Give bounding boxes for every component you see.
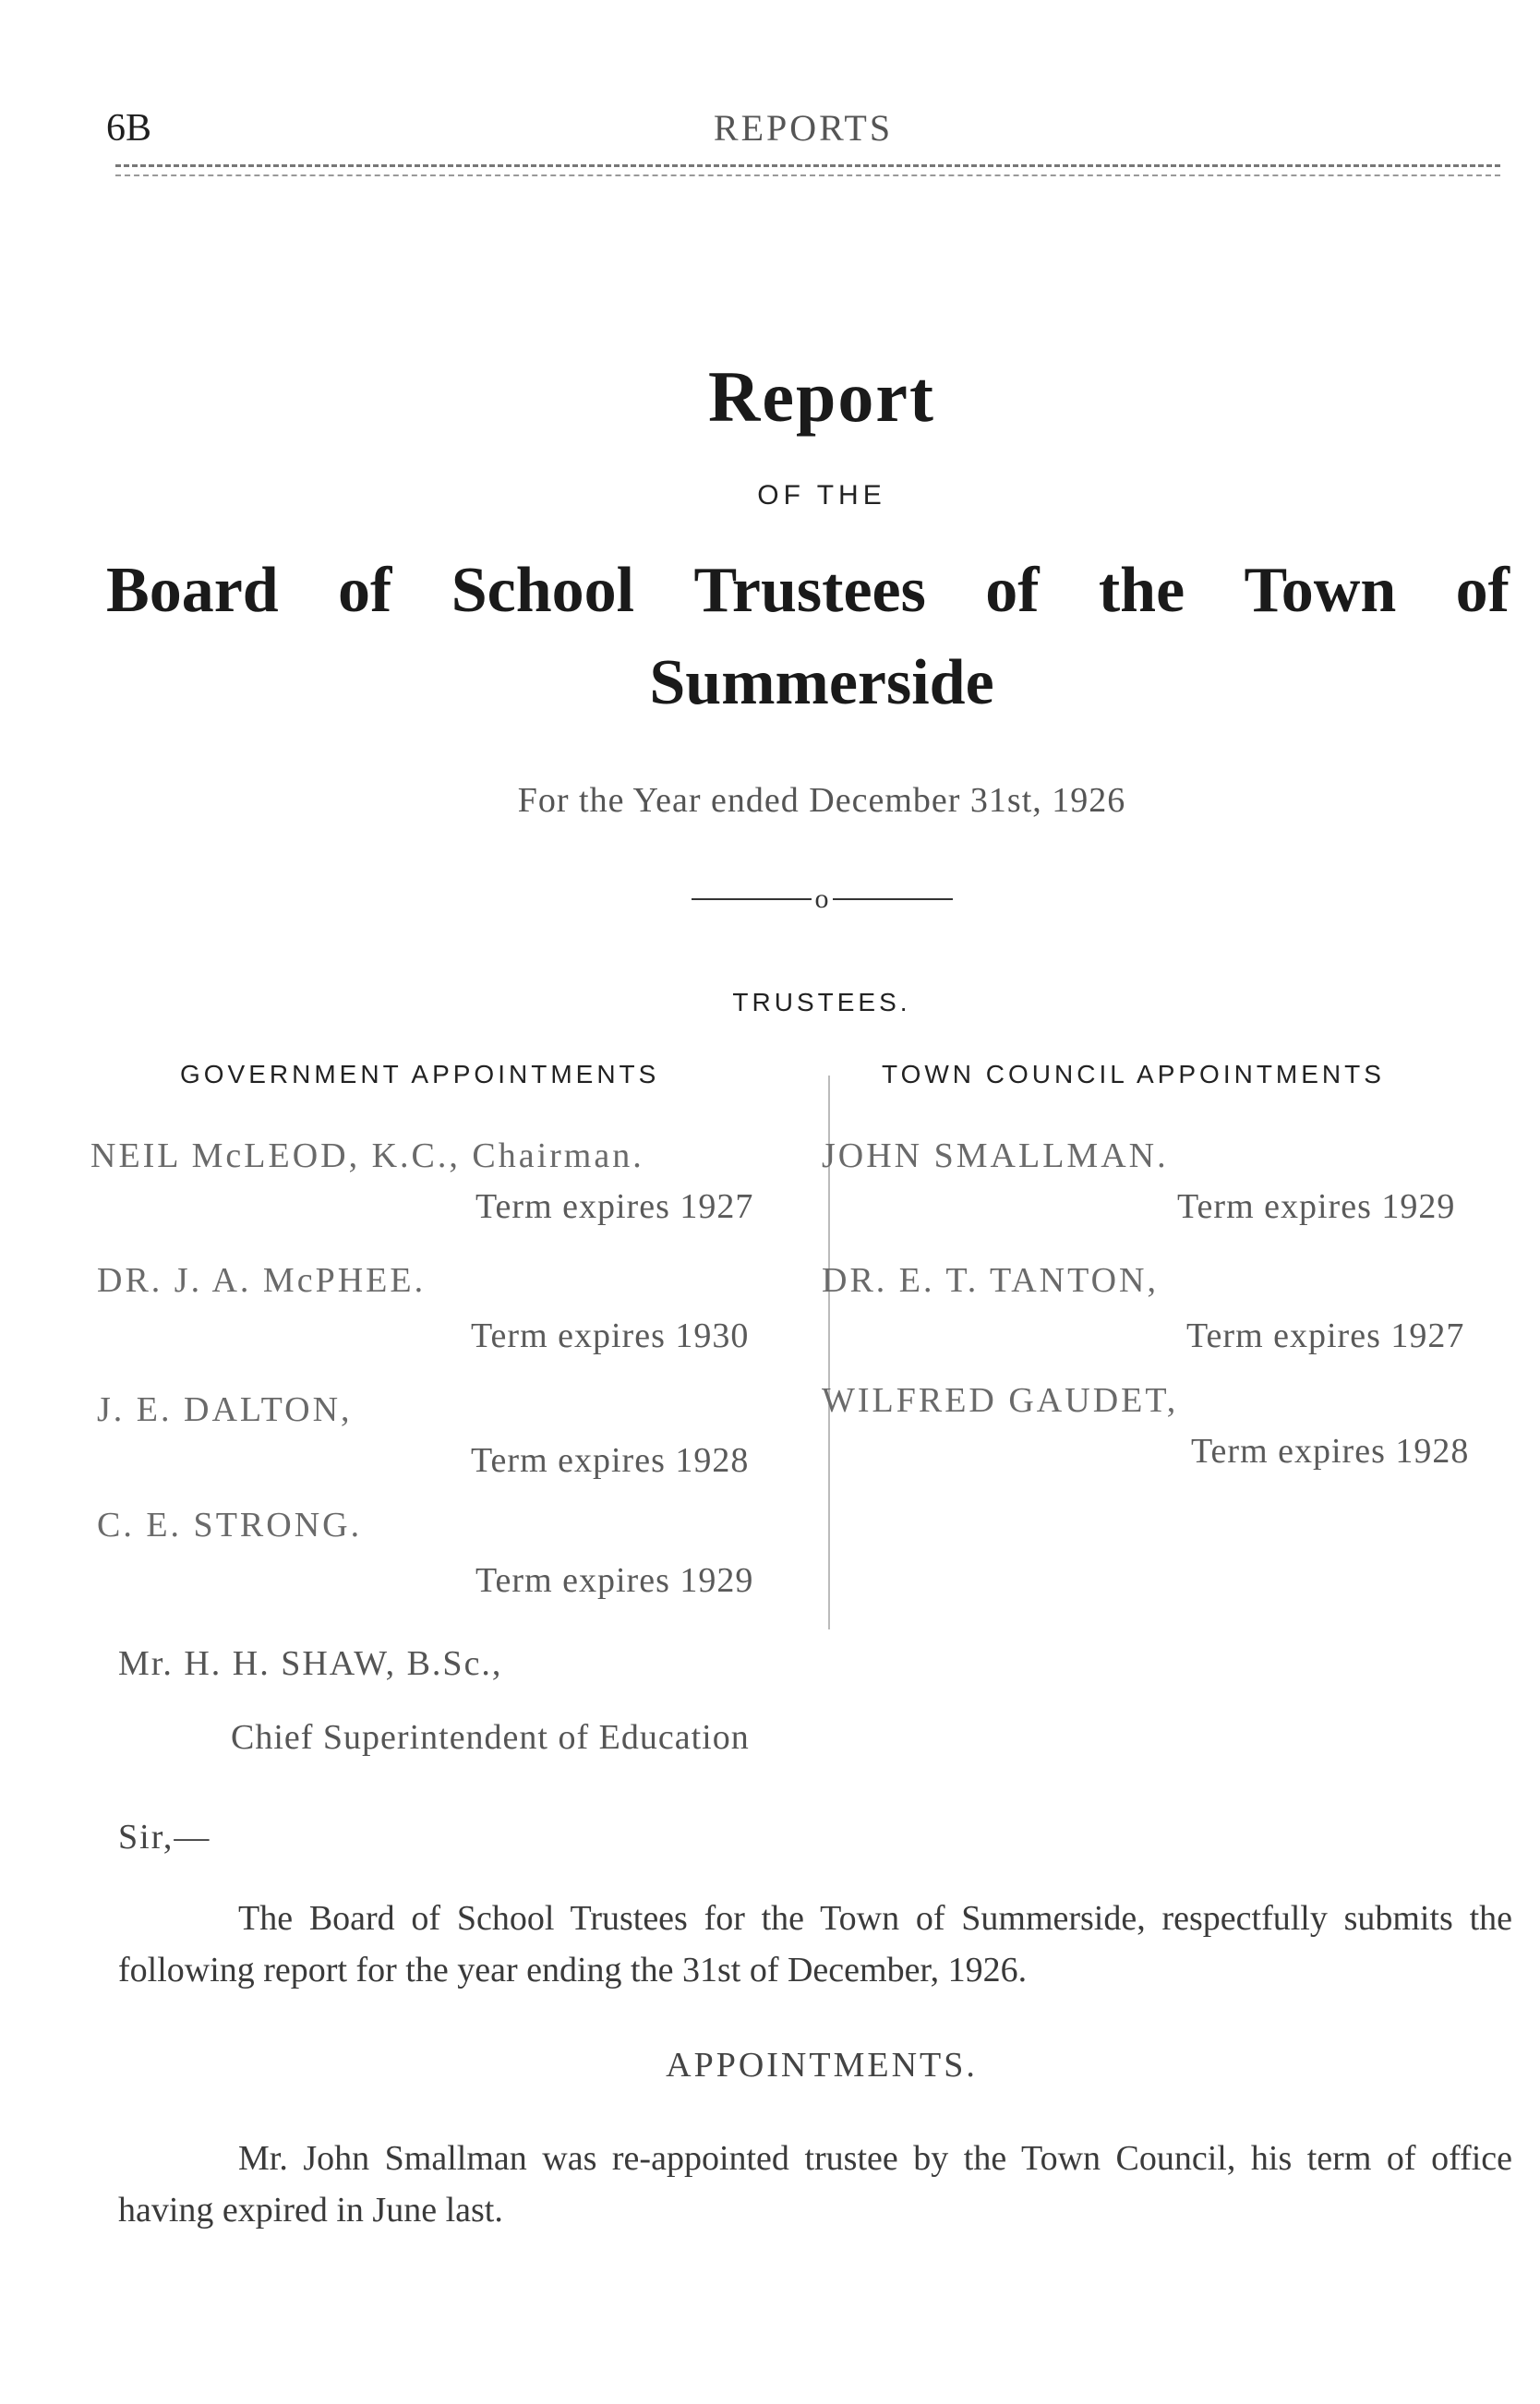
trustee-term: Term expires 1928 — [471, 1441, 750, 1480]
trustees-heading: TRUSTEES. — [732, 988, 911, 1016]
divider-dash — [692, 898, 812, 900]
intro-text: The Board of School Trustees for the Town of Summerside, respectfully submits the following report for the year ending the 31st of December, 1926. — [118, 1899, 1512, 1989]
trustee-term: Term expires 1927 — [1186, 1316, 1465, 1355]
trustee-name: C. E. STRONG. — [97, 1506, 363, 1545]
ornamental-divider — [0, 882, 1540, 915]
trustee-term: Term expires 1928 — [1191, 1432, 1470, 1471]
section-heading: APPOINTMENTS. — [666, 2046, 978, 2085]
board-word: of — [338, 555, 392, 626]
town-council-appointments-heading: TOWN COUNCIL APPOINTMENTS — [882, 1060, 1385, 1088]
trustee-name: DR. J. A. McPHEE. — [97, 1261, 427, 1300]
trustee-name: JOHN SMALLMAN. — [822, 1136, 1169, 1175]
title-connector: OF THE — [757, 480, 886, 511]
appointments-text: Mr. John Smallman was re-appointed trustee by the Town Council, his term of office having expired in June last. — [118, 2139, 1512, 2230]
trustee-term: Term expires 1929 — [1177, 1187, 1456, 1226]
divider-dash — [833, 898, 953, 900]
report-title: Report — [708, 356, 935, 437]
board-word: Town — [1244, 555, 1397, 626]
board-title-line-1 — [106, 554, 1510, 628]
salutation: Sir,— — [118, 1818, 211, 1857]
trustee-name: NEIL McLEOD, K.C., Chairman. — [90, 1136, 644, 1175]
divider-mark: o — [814, 883, 829, 915]
appointments-paragraph — [118, 2133, 1512, 2236]
page-number: 6B — [106, 107, 152, 150]
running-head: REPORTS — [713, 107, 894, 149]
header-rule — [115, 164, 1500, 167]
board-word: Trustees — [693, 555, 926, 626]
intro-paragraph — [118, 1893, 1512, 1996]
header-rule-secondary — [115, 174, 1500, 176]
addressee-title: Chief Superintendent of Education — [231, 1718, 750, 1757]
board-word: Board — [106, 555, 279, 626]
trustee-name: DR. E. T. TANTON, — [822, 1261, 1159, 1300]
government-appointments-heading: GOVERNMENT APPOINTMENTS — [180, 1060, 660, 1088]
board-word: School — [451, 555, 635, 626]
board-word: the — [1098, 555, 1185, 626]
board-word: of — [985, 555, 1040, 626]
board-word: of — [1455, 555, 1510, 626]
board-title-line-2: Summerside — [649, 647, 994, 718]
addressee-name: Mr. H. H. SHAW, B.Sc., — [118, 1644, 503, 1683]
year-line: For the Year ended December 31st, 1926 — [517, 781, 1126, 820]
trustee-term: Term expires 1930 — [471, 1316, 750, 1355]
trustee-term: Term expires 1927 — [475, 1187, 754, 1226]
trustee-name: WILFRED GAUDET, — [822, 1381, 1179, 1420]
trustee-term: Term expires 1929 — [475, 1561, 754, 1600]
trustee-name: J. E. DALTON, — [97, 1390, 353, 1429]
